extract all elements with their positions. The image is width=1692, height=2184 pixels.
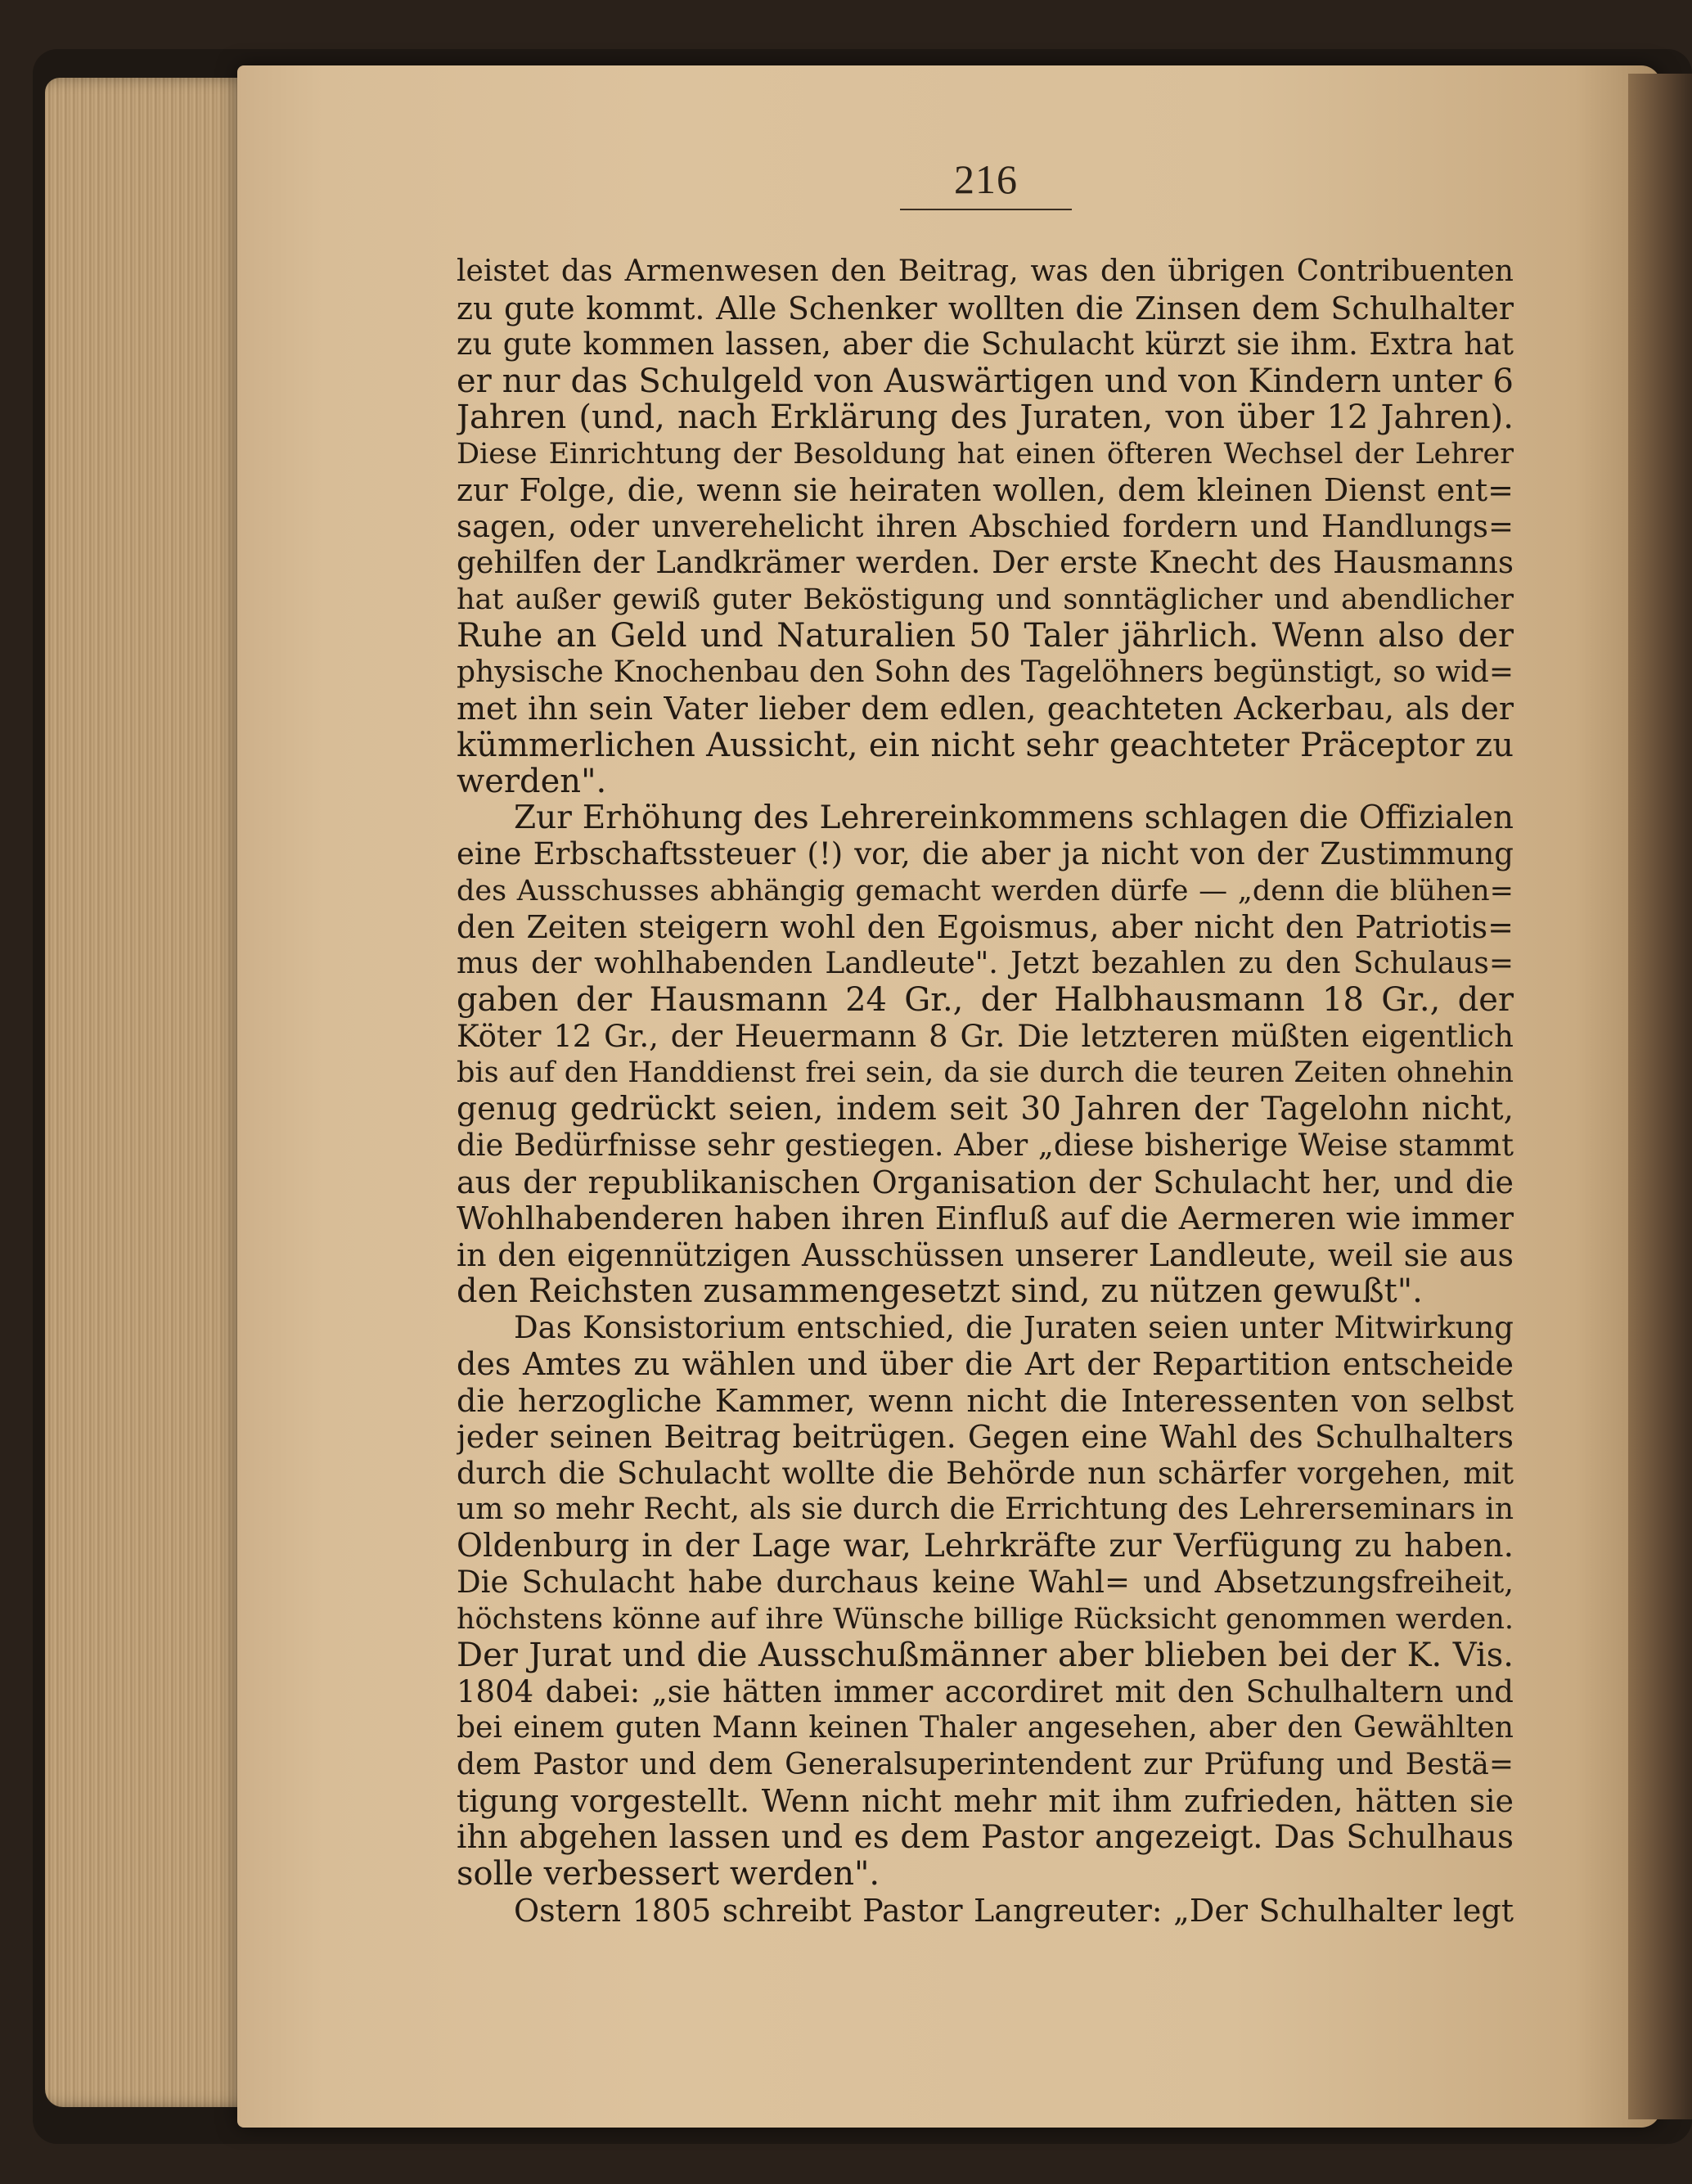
text-line: die Bedürfnisse sehr gestiegen. Aber „diese bisherige Weise stammt xyxy=(457,1128,1514,1163)
book-spine xyxy=(1628,74,1692,2119)
text-line: Der Jurat und die Ausschußmänner aber blieben bei der K. Vis. xyxy=(457,1637,1514,1674)
text-line: bei einem guten Mann keinen Thaler angesehen, aber den Gewählten xyxy=(457,1711,1514,1745)
text-line: Oldenburg in der Lage war, Lehrkräfte zur Verfügung zu haben. xyxy=(457,1528,1514,1565)
text-line: zu gute kommen lassen, aber die Schulacht kürzt sie ihm. Extra hat xyxy=(457,326,1514,362)
text-line: 1804 dabei: „sie hätten immer accordiret mit den Schulhaltern und xyxy=(457,1673,1514,1709)
text-line: ihn abgehen lassen und es dem Pastor angezeigt. Das Schulhaus xyxy=(457,1819,1514,1856)
page-number: 216 xyxy=(954,156,1018,202)
text-line: eine Erbschaftssteuer (!) vor, die aber ja nicht von der Zustimmung xyxy=(457,836,1514,871)
text-line: zu gute kommt. Alle Schenker wollten die Zinsen dem Schulhalter xyxy=(457,290,1514,326)
text-line: er nur das Schulgeld von Auswärtigen und von Kindern unter 6 xyxy=(457,362,1514,399)
page-edge-stack xyxy=(45,78,258,2107)
text-line: gaben der Hausmann 24 Gr., der Halbhausmann 18 Gr., der xyxy=(457,982,1514,1019)
text-line: Die Schulacht habe durchaus keine Wahl= und Absetzungsfreiheit, xyxy=(457,1565,1514,1600)
text-line: jeder seinen Beitrag beitrügen. Gegen eine Wahl des Schulhalters xyxy=(457,1419,1514,1455)
text-line: mus der wohlhabenden Landleute". Jetzt bezahlen zu den Schulaus= xyxy=(457,946,1514,980)
text-line: um so mehr Recht, als sie durch die Errichtung des Lehrerseminars in xyxy=(457,1493,1514,1526)
text-line: Jahren (und, nach Erklärung des Juraten, von über 12 Jahren). xyxy=(457,399,1514,436)
text-line: sagen, oder unverehelicht ihren Abschied fordern und Handlungs= xyxy=(457,508,1514,544)
text-line: Diese Einrichtung der Besoldung hat einen öfteren Wechsel der Lehrer xyxy=(457,437,1514,471)
text-line: met ihn sein Vater lieber dem edlen, geachteten Ackerbau, als der xyxy=(457,691,1514,727)
text-line: gehilfen der Landkrämer werden. Der erste Knecht des Hausmanns xyxy=(457,545,1514,580)
text-line: Zur Erhöhung des Lehrereinkommens schlagen die Offizialen xyxy=(514,799,1514,836)
text-line: dem Pastor und dem Generalsuperintendent zur Prüfung und Bestä= xyxy=(457,1747,1514,1781)
text-line: den Reichsten zusammengesetzt sind, zu nützen gewußt". xyxy=(457,1273,1423,1310)
text-line: in den eigennützigen Ausschüssen unserer Landleute, weil sie aus xyxy=(457,1236,1514,1273)
text-line: Köter 12 Gr., der Heuermann 8 Gr. Die letzteren müßten eigentlich xyxy=(457,1018,1514,1054)
text-line: zur Folge, die, wenn sie heiraten wollen, dem kleinen Dienst ent= xyxy=(457,472,1514,508)
text-line: aus der republikanischen Organisation der Schulacht her, und die xyxy=(457,1164,1514,1200)
text-line: solle verbessert werden". xyxy=(457,1856,880,1893)
text-line: Ostern 1805 schreibt Pastor Langreuter: „Der Schulhalter legt xyxy=(514,1892,1514,1929)
text-line: durch die Schulacht wollte die Behörde nun schärfer vorgehen, mit xyxy=(457,1455,1514,1491)
text-line: bis auf den Handdienst frei sein, da sie durch die teuren Zeiten ohnehin xyxy=(457,1056,1514,1089)
text-line: den Zeiten steigern wohl den Egoismus, aber nicht den Patriotis= xyxy=(457,909,1514,945)
text-line: Ruhe an Geld und Naturalien 50 Taler jährlich. Wenn also der xyxy=(457,618,1514,655)
text-line: werden". xyxy=(457,763,607,800)
header-rule xyxy=(900,209,1072,210)
text-line: höchstens könne auf ihre Wünsche billige Rücksicht genommen werden. xyxy=(457,1602,1514,1636)
text-line: des Amtes zu wählen und über die Art der Repartition entscheide xyxy=(457,1346,1514,1382)
text-line: genug gedrückt seien, indem seit 30 Jahren der Tagelohn nicht, xyxy=(457,1091,1514,1128)
body-text xyxy=(457,254,1514,1929)
text-line: kümmerlichen Aussicht, ein nicht sehr geachteter Präceptor zu xyxy=(457,727,1514,763)
text-line: hat außer gewiß guter Beköstigung und sonntäglicher und abendlicher xyxy=(457,583,1514,616)
text-line: leistet das Armenwesen den Beitrag, was den übrigen Contribuenten xyxy=(457,254,1514,288)
text-line: tigung vorgestellt. Wenn nicht mehr mit ihm zufrieden, hätten sie xyxy=(457,1783,1514,1819)
text-line: des Ausschusses abhängig gemacht werden dürfe — „denn die blühen= xyxy=(457,874,1514,907)
text-line: Wohlhabenderen haben ihren Einfluß auf die Aermeren wie immer xyxy=(457,1200,1514,1236)
text-line: physische Knochenbau den Sohn des Tagelöhners begünstigt, so wid= xyxy=(457,655,1514,689)
text-line: die herzogliche Kammer, wenn nicht die Interessenten von selbst xyxy=(457,1382,1514,1419)
text-line: Das Konsistorium entschied, die Juraten seien unter Mitwirkung xyxy=(514,1309,1514,1345)
